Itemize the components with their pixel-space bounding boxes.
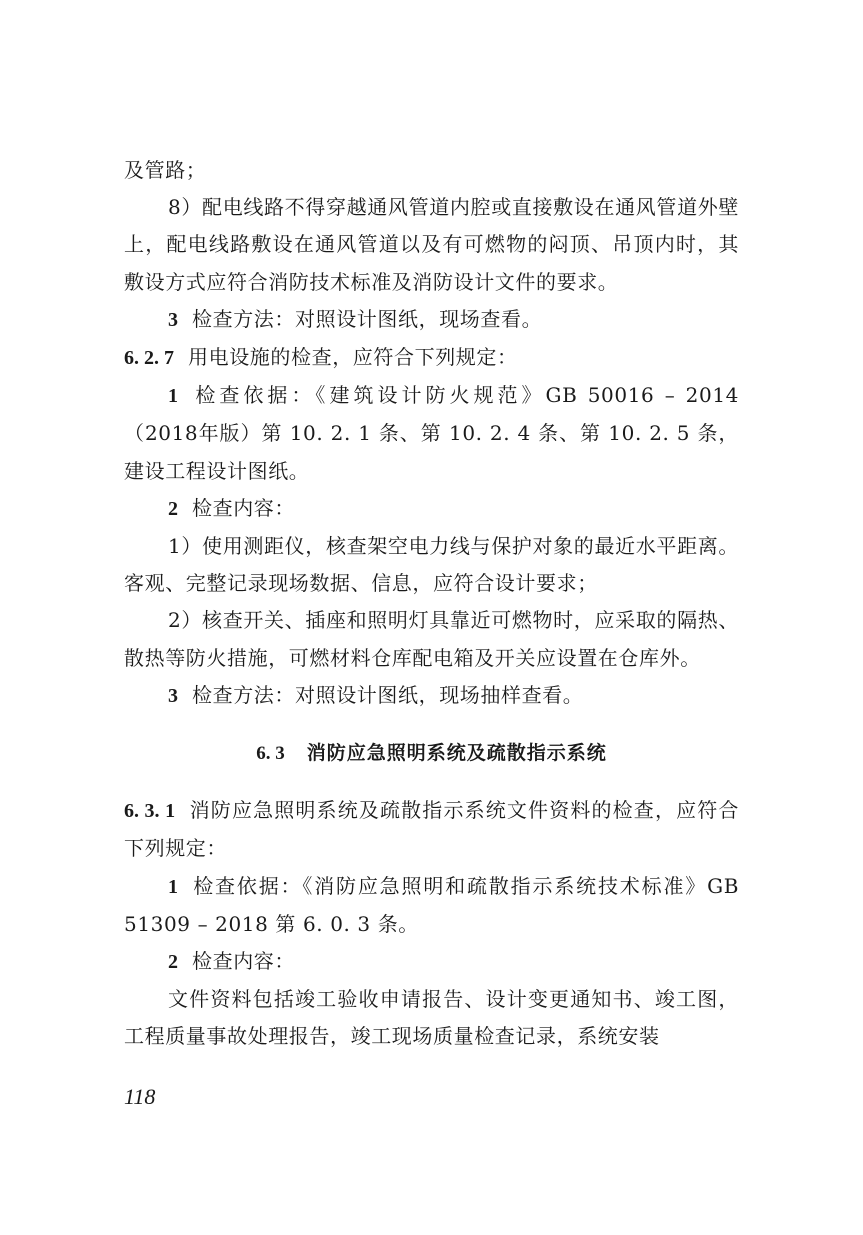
item-number: 2 bbox=[168, 497, 178, 520]
check-content-heading bbox=[124, 943, 739, 981]
check-basis-paragraph bbox=[124, 377, 739, 490]
document-body bbox=[124, 152, 739, 1056]
check-content-heading bbox=[124, 490, 739, 528]
item-number: 3 bbox=[168, 684, 178, 707]
check-method-paragraph bbox=[124, 677, 739, 715]
clause-6-3-1 bbox=[124, 792, 739, 867]
content-paragraph: 文件资料包括竣工验收申请报告、设计变更通知书、竣工图，工程质量事故处理报告，竣工现场质量检查记录，系统安装 bbox=[124, 987, 739, 1049]
clause-number: 6. 2. 7 bbox=[124, 347, 174, 370]
page-number: 118 bbox=[124, 1084, 156, 1109]
check-basis-paragraph bbox=[124, 868, 739, 943]
paragraph-continuation: 及管路； bbox=[124, 158, 207, 182]
section-heading bbox=[124, 735, 739, 772]
item-number: 1 bbox=[168, 385, 178, 408]
clause-number: 6. 3. 1 bbox=[124, 800, 176, 823]
clause-text: 消防应急照明系统及疏散指示系统文件资料的检查，应符合下列规定： bbox=[124, 798, 740, 861]
list-item-8: 8）配电线路不得穿越通风管道内腔或直接敷设在通风管道外壁上，配电线路敷设在通风管道以及有可燃物的闷顶、吊顶内时，其敷设方式应符合消防技术标准及消防设计文件的要求。 bbox=[124, 195, 739, 294]
clause-text: 用电设施的检查，应符合下列规定： bbox=[188, 345, 518, 370]
paragraph-text: 检查依据：《建筑设计防火规范》GB 50016 – 2014（2018年版）第 10. 2. 1 条、第 10. 2. 4 条、第 10. 2. 5 条，建设工程设计图纸。 bbox=[124, 383, 739, 483]
list-item-1: 1）使用测距仪，核查架空电力线与保护对象的最近水平距离。客观、完整记录现场数据、信息，应符合设计要求； bbox=[124, 534, 739, 596]
item-number: 3 bbox=[168, 308, 178, 331]
item-number: 2 bbox=[168, 951, 178, 974]
paragraph-text: 检查依据：《消防应急照明和疏散指示系统技术标准》GB 51309 – 2018 第 6. 0. 3 条。 bbox=[124, 873, 739, 936]
section-number: 6. 3 bbox=[256, 743, 285, 765]
clause-6-2-7 bbox=[124, 339, 739, 377]
section-title: 消防应急照明系统及疏散指示系统 bbox=[306, 742, 607, 765]
paragraph-text: 检查方法：对照设计图纸，现场抽样查看。 bbox=[192, 682, 584, 707]
item-number: 1 bbox=[168, 875, 178, 898]
paragraph-text: 检查内容： bbox=[192, 495, 295, 520]
check-method-paragraph bbox=[124, 301, 739, 339]
list-item-2: 2）核查开关、插座和照明灯具靠近可燃物时，应采取的隔热、散热等防火措施，可燃材料仓库配电箱及开关应设置在仓库外。 bbox=[124, 608, 739, 670]
paragraph-text: 检查方法：对照设计图纸，现场查看。 bbox=[192, 306, 543, 331]
paragraph-text: 检查内容： bbox=[192, 949, 295, 974]
